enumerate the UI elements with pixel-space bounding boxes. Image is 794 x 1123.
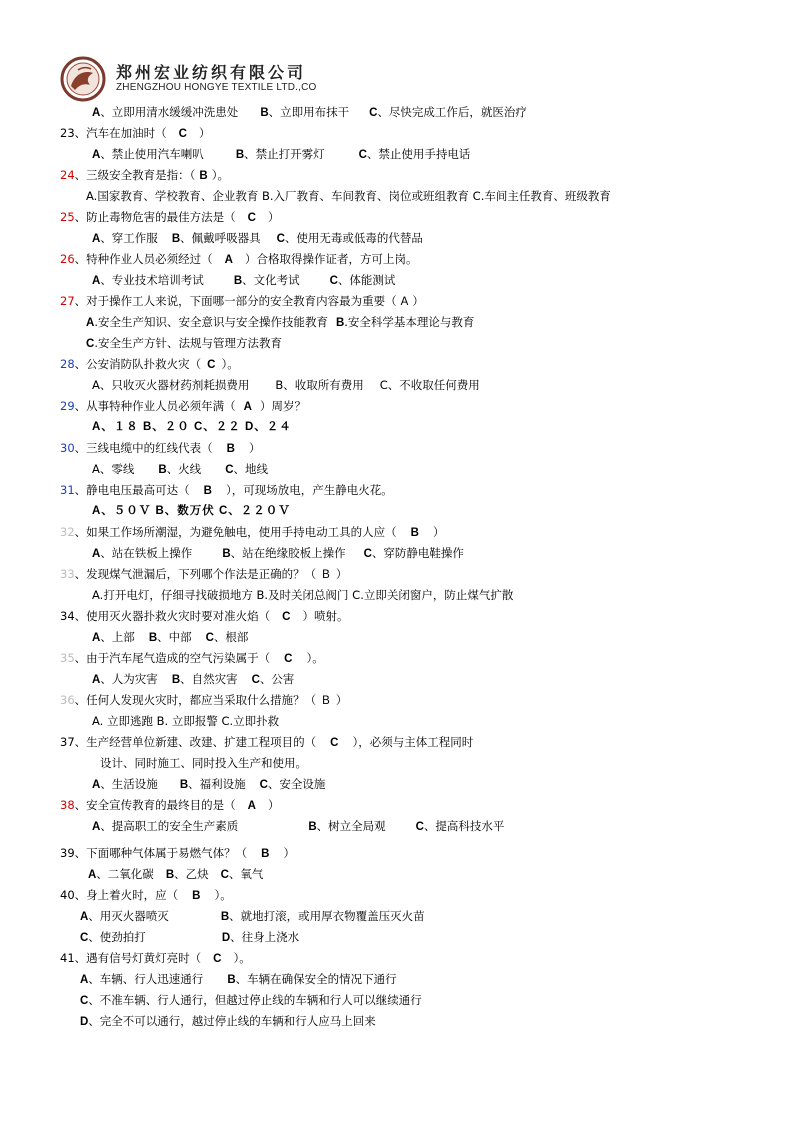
options-36: A. 立即逃跑 B. 立即报警 C.立即扑救 (92, 714, 280, 728)
options-27b: C.安全生产方针、法规与管理方法教育 (86, 336, 282, 350)
options-q22: A、立即用清水缓缓冲洗患处 B、立即用布抹干 C、尽快完成工作后，就医治疗 (92, 105, 527, 119)
options-38: A、提高职工的安全生产素质 B、树立全局观 C、提高科技水平 (92, 819, 505, 833)
question-37: 37、生产经营单位新建、改建、扩建工程项目的（ C ），必须与主体工程同时 (60, 735, 474, 749)
question-36: 36、任何人发现火灾时，都应当采取什么措施？（ B ） (60, 693, 348, 707)
options-24: A.国家教育、学校教育、企业教育 B.入厂教育、车间教育、岗位或班组教育 C.车间主任教育、班级教育 (86, 189, 611, 203)
options-32: A、站在铁板上操作 B、站在绝缘胶板上操作 C、穿防静电鞋操作 (92, 546, 464, 560)
question-39: 39、下面哪种气体属于易燃气体？（ B ） (60, 846, 295, 860)
question-32: 32、如果工作场所潮湿，为避免触电，使用手持电动工具的人应（ B ） (60, 525, 445, 539)
question-29: 29、从事特种作业人员必须年满（ A ）周岁？ (60, 399, 306, 413)
company-name-en: ZHENGZHOU HONGYE TEXTILE LTD.,CO (116, 82, 317, 93)
options-37: A、生活设施 B、福利设施 C、安全设施 (92, 777, 326, 791)
options-29: A、１８ B、２０ C、２２ D、２４ (92, 421, 292, 433)
question-24: 24、三级安全教育是指：（ B ）。 (60, 168, 229, 182)
question-33: 33、发现煤气泄漏后，下列哪个作法是正确的？（ B ） (60, 567, 348, 581)
options-41c: D、完全不可以通行，越过停止线的车辆和行人应马上回来 (80, 1014, 376, 1028)
question-31: 31、静电电压最高可达（ B ），可现场放电，产生静电火花。 (60, 483, 393, 497)
options-39: A、二氧化碳 B、乙炔 C、氧气 (88, 867, 264, 881)
options-41a: A、车辆、行人迅速通行 B、车辆在确保安全的情况下通行 (80, 972, 397, 986)
options-31: A、５０Ｖ B、数万伏 C、２２０Ｖ (92, 505, 291, 517)
company-emblem-icon (60, 56, 106, 102)
question-35: 35、由于汽车尾气造成的空气污染属于（ C ）。 (60, 651, 324, 665)
options-23: A、禁止使用汽车喇叭 B、禁止打开雾灯 C、禁止使用手持电话 (92, 147, 471, 161)
question-23: 23、汽车在加油时（ C ） (60, 126, 211, 140)
question-25: 25、防止毒物危害的最佳方法是（ C ） (60, 210, 280, 224)
question-40: 40、身上着火时，应（ B ）。 (60, 888, 232, 902)
options-25: A、穿工作服 B、佩戴呼吸器具 C、使用无毒或低毒的代替品 (92, 231, 423, 245)
options-34: A、上部 B、中部 C、根部 (92, 630, 249, 644)
options-26: A、专业技术培训考试 B、文化考试 C、体能测试 (92, 273, 396, 287)
company-logo (60, 56, 360, 102)
company-name-cn: 郑州宏业纺织有限公司 (116, 63, 307, 82)
options-28: A、只收灭火器材药剂耗损费用 B、收取所有费用 C、不收取任何费用 (92, 378, 480, 392)
options-30: A、零线 B、火线 C、地线 (92, 462, 268, 476)
question-34: 34、使用灭火器扑救火灾时要对准火焰（ C ）喷射。 (60, 609, 349, 623)
options-27a: A.安全生产知识、安全意识与安全操作技能教育 B.安全科学基本理论与教育 (86, 315, 475, 329)
options-40b: C、使劲拍打 D、往身上浇水 (80, 930, 300, 944)
options-35: A、人为灾害 B、自然灾害 C、公害 (92, 672, 295, 686)
options-40a: A、用灭火器喷灭 B、就地打滚，或用厚衣物覆盖压灭火苗 (80, 909, 425, 923)
question-28: 28、公安消防队扑救火灾（ C ）。 (60, 357, 239, 371)
question-41: 41、遇有信号灯黄灯亮时（ C ）。 (60, 951, 251, 965)
question-38: 38、安全宣传教育的最终目的是（ A ） (60, 798, 280, 812)
options-41b: C、不准车辆、行人通行，但越过停止线的车辆和行人可以继续通行 (80, 993, 422, 1007)
options-33: A.打开电灯，仔细寻找破损地方 B.及时关闭总阀门 C.立即关闭窗户，防止煤气扩散 (92, 588, 514, 602)
question-27: 27、对于操作工人来说，下面哪一部分的安全教育内容最为重要（ A ） (60, 294, 424, 308)
question-37-continued: 设计、同时施工、同时投入生产和使用。 (100, 756, 307, 770)
question-26: 26、特种作业人员必须经过（ A ）合格取得操作证者，方可上岗。 (60, 252, 418, 266)
question-30: 30、三线电缆中的红线代表（ B ） (60, 441, 261, 455)
